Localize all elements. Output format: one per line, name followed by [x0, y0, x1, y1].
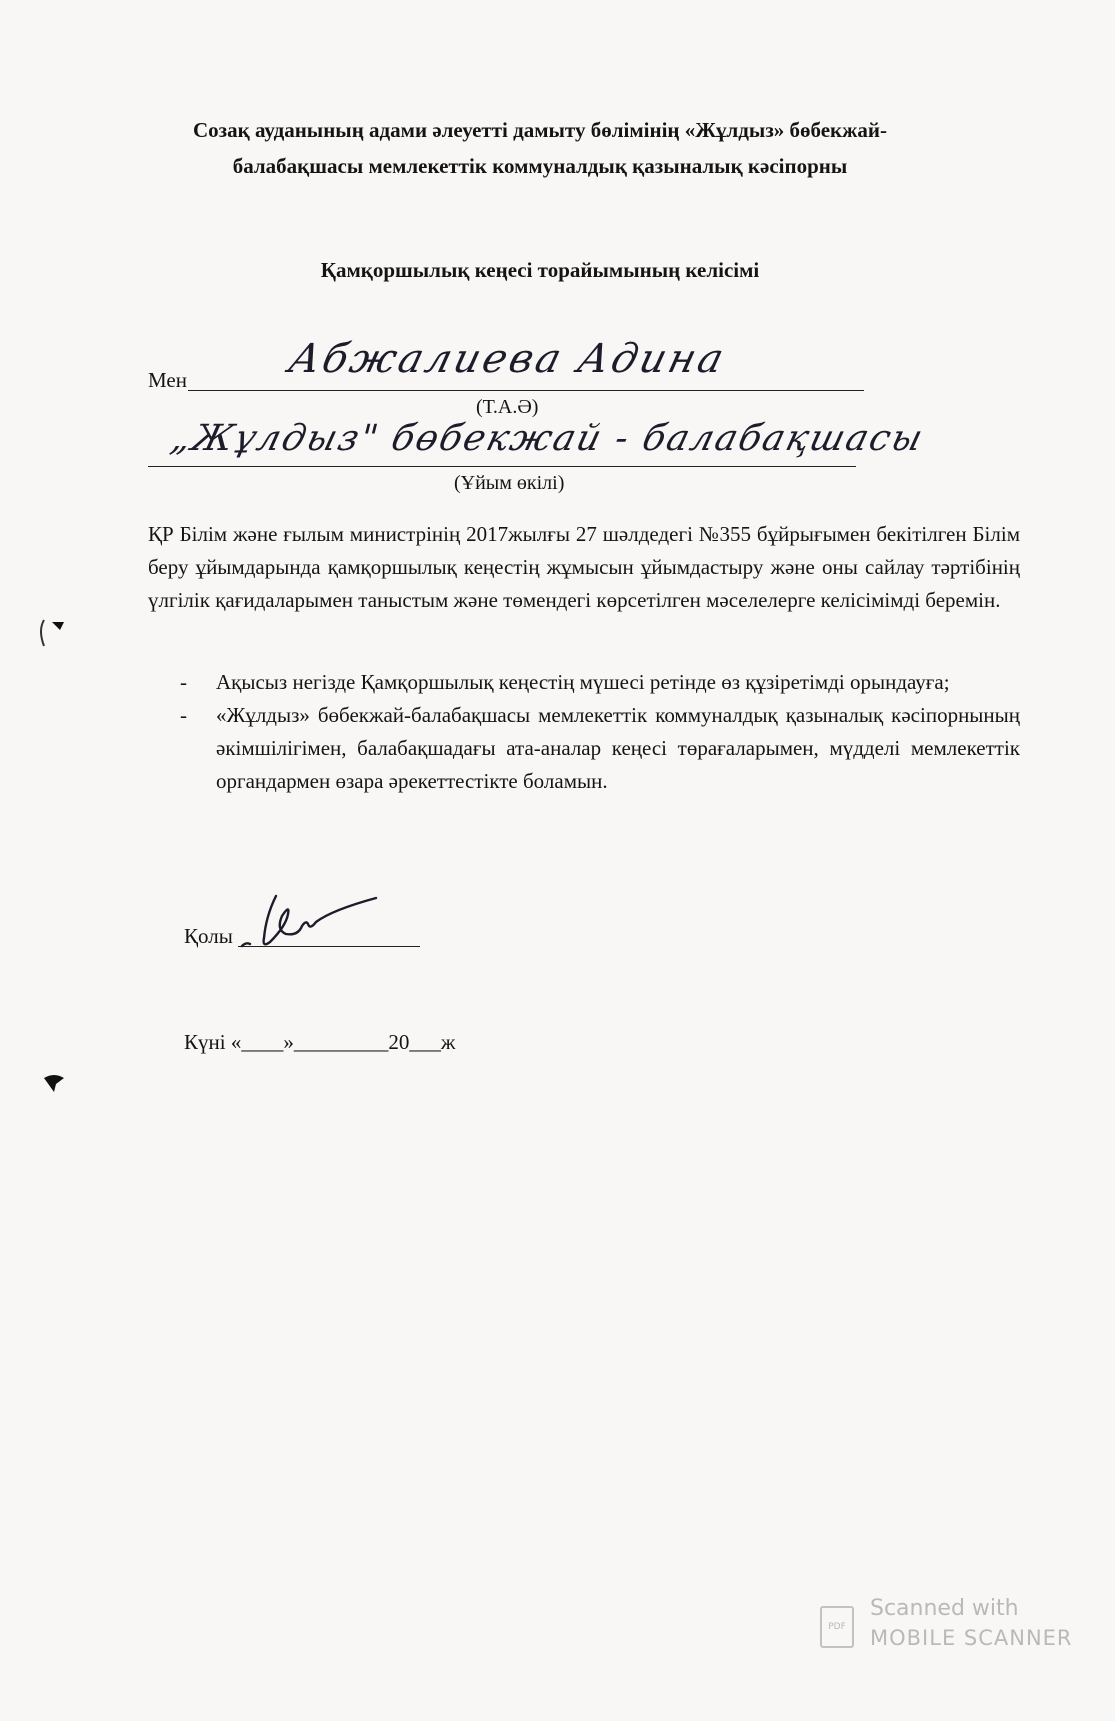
watermark-line-1: Scanned with	[870, 1596, 1019, 1621]
date-label: Күні «____»_________20___ж	[184, 1030, 456, 1054]
hole-punch-mark	[34, 612, 74, 652]
signature-label: Қолы	[184, 924, 233, 948]
header-line-2: балабақшасы мемлекеттік коммуналдық қазыналық кәсіпорны	[232, 154, 848, 178]
handwritten-signature	[236, 886, 396, 956]
pdf-icon: PDF	[820, 1606, 854, 1648]
handwritten-name: Абжалиева Адина	[284, 336, 732, 382]
org-caption: (Ұйым өкілі)	[454, 472, 565, 494]
name-caption: (Т.А.Ә)	[476, 396, 539, 418]
name-label: Мен	[148, 368, 187, 392]
consent-list	[180, 666, 1020, 798]
list-item-text: «Жұлдыз» бөбекжай-балабақшасы мемлекеттік коммуналдық қазыналық кәсіпорнының әкімшілігімен, балабақшадағы ата-аналар кеңесі төрағаларымен, мүдделі мемлекеттік органдармен өзара әрекеттестікте боламын.	[216, 703, 1020, 793]
header-line-1: Созақ ауданының адами әлеуетті дамыту бөлімінің «Жұлдыз» бөбекжай-	[193, 118, 887, 142]
handwritten-organization: „Жұлдыз" бөбекжай - балабақшасы	[166, 418, 929, 459]
consent-paragraph: ҚР Білім және ғылым министрінің 2017жылғы 27 шәлдедегі №355 бұйрығымен бекітілген Білім беру ұйымдарында қамқоршылық кеңестің жұмысын ұйымдастыру және оны сайлау тәртібінің үлгілік қағидаларымен таныстым және төмендегі көрсетілген мәселелерге келісімімді беремін.	[148, 522, 1020, 612]
bullet-dash: -	[180, 670, 187, 694]
scanner-watermark	[820, 1596, 1080, 1656]
bullet-dash: -	[180, 703, 187, 727]
hole-punch-mark	[40, 1070, 70, 1100]
document-title: Қамқоршылық кеңесі торайымының келісімі	[320, 258, 760, 282]
list-item-text: Ақысыз негізде Қамқоршылық кеңестің мүшесі ретінде өз құзіретімді орындауға;	[216, 670, 950, 694]
list-item	[180, 666, 1020, 699]
watermark-line-2: MOBILE SCANNER	[870, 1626, 1073, 1650]
organization-header	[120, 112, 960, 184]
list-item	[180, 699, 1020, 798]
